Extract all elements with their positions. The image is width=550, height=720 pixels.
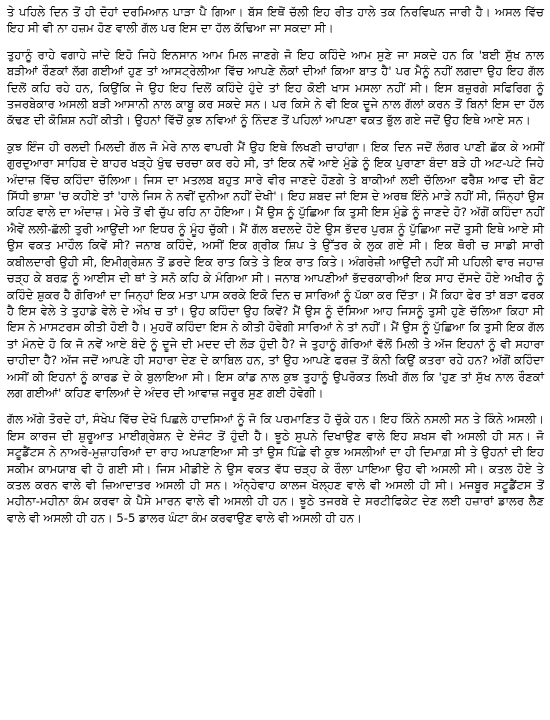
paragraph-gap — [7, 37, 544, 47]
paragraph-1: ਤੇ ਪਹਿਲੇ ਦਿਨ ਤੋਂ ਹੀ ਦੋਹਾਂ ਦਰਮਿਆਨ ਪਾੜਾ ਪੈ ਗਿਆ। ਬੱਸ ਇਥੋਂ ਚੱਲੀ ਇਹ ਰੀਤ ਹਾਲੇ ਤਕ ਨਿਰਵਿਘਨ ਜਾਰੀ ਹੈ। ਅਸਲ ਵਿੱਚ ਇਹ ਸੀ ਵੀ ਨਾ ਹਜ਼ਮ ਹੋਣ ਵਾਲੀ ਗੱਲ ਪਰ ਇਸ ਦਾ ਹੱਲ ਕੱਢਿਆ ਜਾ ਸਕਦਾ ਸੀ। — [7, 5, 544, 36]
paragraph-3: ਕੁਝ ਇੰਜ ਹੀ ਰਲਦੀ ਮਿਲਦੀ ਗੱਲ ਜੋ ਮੇਰੇ ਨਾਲ ਵਾਪਰੀ ਮੈਂ ਉਹ ਇਥੇ ਲਿਖਣੀ ਚਾਹਾਂਗਾ। ਇਕ ਦਿਨ ਜਦੋਂ ਲੰਗਰ ਪਾਣੀ ਛੱਕ ਕੇ ਅਸੀਂ ਗੁਰਦੁਆਰਾ ਸਾਹਿਬ ਦੇ ਬਾਹਰ ਖੜ੍ਹੇ ਖੁੰਢ ਚਰਚਾ ਕਰ ਰਹੇ ਸੀ, ਤਾਂ ਇਕ ਨਵੇਂ ਆਏ ਮੁੰਡੇ ਨੂੰ ਇਕ ਪੁਰਾਣਾ ਬੰਦਾ ਬੜੇ ਹੀ ਅਟ-ਪਟੇ ਜਿਹੇ ਅੰਦਾਜ਼ ਵਿੱਚ ਕਹਿੰਦਾ ਚੱਲਿਆ। ਜਿਸ ਦਾ ਮਤਲਬ ਬਹੁਤ ਸਾਰੇ ਵੀਰ ਜਾਣਦੇ ਹੋਣਗੇ ਤੇ ਬਾਕੀਆਂ ਲਈ ਚੱਲਿਆ ਫਰੈਸ਼ ਆਫ ਦੀ ਬੋਟ ਸਿੱਧੀ ਭਾਸ਼ਾ 'ਚ ਕਹੀਏ ਤਾਂ 'ਹਾਲੇ ਜਿਸ ਨੇ ਨਵੀਂ ਦੁਨੀਆ ਨਹੀਂ ਦੇਖੀ'। ਇਹ ਸ਼ਬਦ ਜਾਂ ਇਸ ਦੇ ਅਰਥ ਇੰਨੇ ਮਾੜੇ ਨਹੀਂ ਸੀ, ਜਿੰਨ੍ਹਾਂ ਉਸ ਕਹਿਣ ਵਾਲੇ ਦਾ ਅੰਦਾਜ਼। ਮੇਰੇ ਤੋਂ ਵੀ ਚੁੱਪ ਰਹਿ ਨਾ ਹੋਇਆ। ਮੈਂ ਉਸ ਨੂੰ ਪੁੱਛਿਆ ਕਿ ਤੁਸੀ ਇਸ ਮੁੰਡੇ ਨੂੰ ਜਾਣਦੇ ਹੋ? ਅੱਗੋਂ ਕਹਿੰਦਾ ਨਹੀਂ ਐਵੇਂ ਲਲੀ-ਛੱਲੀ ਤੁਰੀ ਆਉਂਦੀ ਆ ਇਧਰ ਨੂੰ ਮੂੰਹ ਚੁੱਕੀ। ਮੈਂ ਗੱਲ ਬਦਲਦੇ ਹੋਏ ਉਸ ਭੱਦਰ ਪੁਰਸ਼ ਨੂੰ ਪੁੱਛਿਆ ਜਦੋਂ ਤੁਸੀ ਇਥੇ ਆਏ ਸੀ ਉਸ ਵਕਤ ਮਾਹੌਲ ਕਿਵੇਂ ਸੀ? ਜਨਾਬ ਕਹਿੰਦੇ, ਅਸੀਂ ਇਕ ਗ੍ਰੀਕ ਸ਼ਿਪ ਤੇ ਉੱਤਰ ਕੇ ਲੁਕ ਗਏ ਸੀ। ਇਕ ਥੋਰੀ ਚ ਸਾਡੀ ਸਾਰੀ ਕਬੀਲਦਾਰੀ ਉਹੀ ਸੀ, ਇਮੀਗ੍ਰੇਸ਼ਨ ਤੋਂ ਡਰਦੇ ਇਕ ਰਾਤ ਕਿਤੇ ਤੇ ਇਕ ਰਾਤ ਕਿਤੇ। ਅੰਗਰੇਜ਼ੀ ਆਉਂਦੀ ਨਹੀਂ ਸੀ ਪਹਿਲੀ ਵਾਰ ਜਹਾਜ਼ ਚੜ੍ਹ ਕੇ ਬਰਫ਼ ਨੂੰ ਆਈਸ ਦੀ ਥਾਂ ਤੇ ਸਨੋ ਕਹਿ ਕੇ ਮੰਗਿਆ ਸੀ। ਜਨਾਬ ਆਪਣੀਆਂ ਭੱਦਰਕਾਰੀਆਂ ਇਕ ਸਾਹ ਦੱਸਦੇ ਹੋਏ ਅਖੀਰ ਨੂੰ ਕਹਿੰਦੇ ਸ਼ੁਕਰ ਹੈ ਗੋਰਿਆਂ ਦਾ ਜਿਨ੍ਹਾਂ ਇਕ ਮਤਾ ਪਾਸ ਕਰਕੇ ਇਕੋ ਦਿਨ ਚ ਸਾਰਿਆਂ ਨੂੰ ਪੱਕਾ ਕਰ ਦਿੱਤਾ। ਮੈਂ ਕਿਹਾ ਫੇਰ ਤਾਂ ਬੜਾ ਫਰਕ ਹੈ ਇਸ ਵੇਲੇ ਤੇ ਤੁਹਾਡੇ ਵੇਲੇ ਦੇ ਔਖ ਚ ਤਾਂ। ਉਹ ਕਹਿੰਦਾ ਉਹ ਕਿਵੇਂ? ਮੈਂ ਉਸ ਨੂੰ ਦੱਸਿਆ ਆਹ ਜਿਸਨੂੰ ਤੁਸੀ ਹੁਣੇ ਚੱਲਿਆ ਕਿਹਾ ਸੀ ਇਸ ਨੇ ਮਾਸਟਰਸ ਕੀਤੀ ਹੋਈ ਹੈ। ਮੁਹਰੋਂ ਕਹਿੰਦਾ ਇਸ ਨੇ ਕੀਤੀ ਹੋਵੇਗੀ ਸਾਰਿਆਂ ਨੇ ਤਾਂ ਨਹੀਂ। ਮੈਂ ਉਸ ਨੂੰ ਪੁੱਛਿਆ ਕਿ ਤੁਸੀ ਇਕ ਗੱਲ ਤਾਂ ਮੰਨਦੇ ਹੋ ਕਿ ਜੋ ਨਵੇਂ ਆਏ ਬੰਦੇ ਨੂੰ ਦੂਜੇ ਦੀ ਮਦਦ ਦੀ ਲੋੜ ਹੁੰਦੀ ਹੈ? ਜੇ ਤੁਹਾਨੂੰ ਗੋਰਿਆਂ ਵੱਲੋਂ ਮਿਲੀ ਤੇ ਅੱਜ ਇਹਨਾਂ ਨੂੰ ਵੀ ਸਹਾਰਾ ਚਾਹੀਦਾ ਹੈ? ਅੱਜ ਜਦੋਂ ਆਪਣੇ ਹੀ ਸਹਾਰਾ ਦੇਣ ਦੇ ਕਾਬਿਲ ਹਨ, ਤਾਂ ਉਹ ਆਪਣੇ ਫਰਜ਼ ਤੋਂ ਕੰਨੀ ਕਿਉਂ ਕਤਰਾ ਰਹੇ ਹਨ? ਅੱਗੋਂ ਕਹਿੰਦਾ ਅਸੀਂ ਕੀ ਇਹਨਾਂ ਨੂੰ ਕਾਰਡ ਦੇ ਕੇ ਬੁਲਾਇਆ ਸੀ। ਇਸ ਕਾਂਡ ਨਾਲ ਕੁਝ ਤੁਹਾਨੂੰ ਉਪਰੋਕਤ ਲਿਖੀ ਗੱਲ ਕਿ 'ਹੁਣ ਤਾਂ ਸੁੱਖ ਨਾਲ ਰੌਣਕਾਂ ਲਗ ਗਈਆਂ' ਕਹਿਣ ਵਾਲਿਆਂ ਦੇ ਅੰਦਰ ਦੀ ਆਵਾਜ਼ ਜਰੂਰ ਸੁਣ ਗਈ ਹੋਵੇਗੀ। — [7, 139, 544, 400]
paragraph-4: ਗੱਲ ਅੱਗੇ ਤੋਰਦੇ ਹਾਂ, ਸੰਖੇਪ ਵਿੱਚ ਦੇਖੋ ਪਿਛਲੇ ਹਾਦਸਿਆਂ ਨੂੰ ਜੋ ਕਿ ਪਰਮਾਣਿਤ ਹੋ ਚੁੱਕੇ ਹਨ। ਇਹ ਕਿੰਨੇ ਨਸਲੀ ਸਨ ਤੇ ਕਿੰਨੇ ਅਸਲੀ। ਇਸ ਕਾਰਜ ਦੀ ਸ਼ੁਰੂਆਤ ਮਾਈਗ੍ਰੇਸ਼ਨ ਦੇ ਏਜੰਟ ਤੋਂ ਹੁੰਦੀ ਹੈ। ਝੂਠੇ ਸੁਪਨੇ ਦਿਖਾਉਣ ਵਾਲੇ ਇਹ ਸ਼ਖਸ ਵੀ ਅਸਲੀ ਹੀ ਸਨ। ਜੋ ਸਟੂਡੈਂਟਸ ਨੇ ਨਾਅਰੇ-ਮੁਜ਼ਾਹਰਿਆਂ ਦਾ ਰਾਹ ਅਪਣਾਇਆ ਸੀ ਤਾਂ ਉਸ ਪਿੱਛੇ ਵੀ ਕੁਝ ਅਸਲੀਆਂ ਦਾ ਹੀ ਦਿਮਾਗ਼ ਸੀ ਤੇ ਉਹਨਾਂ ਦੀ ਇਹ ਸਕੀਮ ਕਾਮਯਾਬ ਵੀ ਹੋ ਗਈ ਸੀ। ਜਿਸ ਮੀਡੀਏ ਨੇ ਉਸ ਵਕਤ ਵੱਧ ਚੜ੍ਹ ਕੇ ਰੌਲਾ ਪਾਇਆ ਉਹ ਵੀ ਅਸਲੀ ਸੀ। ਕਤਲ ਹੋਏ ਤੇ ਕਤਲ ਕਰਨ ਵਾਲੇ ਵੀ ਜ਼ਿਆਦਾਤਰ ਅਸਲੀ ਹੀ ਸਨ। ਅੰਨ੍ਹੇਵਾਹ ਕਾਲਜ ਖੋਲ੍ਹਣ ਵਾਲੇ ਵੀ ਅਸਲੀ ਹੀ ਸੀ। ਮਜਬੂਰ ਸਟੂਡੈਂਟਸ ਤੋਂ ਮਹੀਨਾ-ਮਹੀਨਾ ਕੰਮ ਕਰਵਾ ਕੇ ਪੈਸੇ ਮਾਰਨ ਵਾਲੇ ਵੀ ਅਸਲੀ ਹੀ ਹਨ। ਝੂਠੇ ਤਜਰਬੇ ਦੇ ਸਰਟੀਫਿਕੇਟ ਦੇਣ ਲਈ ਹਜ਼ਾਰਾਂ ਡਾਲਰ ਲੈਣ ਵਾਲੇ ਵੀ ਅਸਲੀ ਹੀ ਹਨ। 5-5 ਡਾਲਰ ਘੰਟਾ ਕੰਮ ਕਰਵਾਉਣ ਵਾਲੇ ਵੀ ਅਸਲੀ ਹੀ ਹਨ। — [7, 412, 544, 525]
paragraph-gap — [7, 129, 544, 139]
paragraph-gap — [7, 401, 544, 411]
article-page — [7, 4, 544, 526]
paragraph-2: ਤੁਹਾਨੂੰ ਰਾਹੇ ਵਗਾਹੇ ਜਾਂਦੇ ਇਹੋ ਜਿਹੇ ਇਨਸਾਨ ਆਮ ਮਿਲ ਜਾਣਗੇ ਜੋ ਇਹ ਕਹਿੰਦੇ ਆਮ ਸੁਣੇ ਜਾ ਸਕਦੇ ਹਨ ਕਿ 'ਬਈ ਸੁੱਖ ਨਾਲ ਬੜੀਆਂ ਰੌਣਕਾਂ ਲੱਗ ਗਈਆਂ ਹੁਣ ਤਾਂ ਆਸਟ੍ਰੇਲੀਆ ਵਿੱਚ ਆਪਣੇ ਲੋਕਾਂ ਦੀਆਂ ਕਿਆ ਬਾਤ ਹੈ' ਪਰ ਮੈਨੂੰ ਨਹੀਂ ਲਗਦਾ ਉਹ ਇਹ ਗੱਲ ਦਿਲੋਂ ਕਹਿ ਰਹੇ ਹਨ, ਕਿਉਂਕਿ ਜੇ ਉਹ ਇਹ ਦਿਲੋਂ ਕਹਿੰਦੇ ਹੁੰਦੇ ਤਾਂ ਇਹ ਕੋਈ ਖਾਸ ਮਸਲਾ ਨਹੀਂ ਸੀ। ਇਸ ਬਜ਼ੁਰਗੇ ਸਫਿਰਿਗ ਨੂੰ ਤਜਰਬੇਕਾਰ ਅਸਲੀ ਬੜੀ ਆਸਾਨੀ ਨਾਲ ਕਾਬੂ ਕਰ ਸਕਦੇ ਸਨ। ਪਰ ਕਿਸੇ ਨੇ ਵੀ ਇਕ ਦੂਜੇ ਨਾਲ ਗੱਲਾਂ ਕਰਨ ਤੋਂ ਬਿਨਾਂ ਇਸ ਦਾ ਹੱਲ ਕੱਢਣ ਦੀ ਕੋਸ਼ਿਸ਼ ਨਹੀਂ ਕੀਤੀ। ਉਹਨਾਂ ਵਿੱਚੋਂ ਕੁਝ ਨਵਿਆਂ ਨੂੰ ਨਿੰਦਣ ਤੋਂ ਪਹਿਲਾਂ ਆਪਣਾ ਵਕਤ ਭੁੱਲ ਗਏ ਜਦੋਂ ਉਹ ਇਥੇ ਆਏ ਸਨ। — [7, 47, 544, 128]
